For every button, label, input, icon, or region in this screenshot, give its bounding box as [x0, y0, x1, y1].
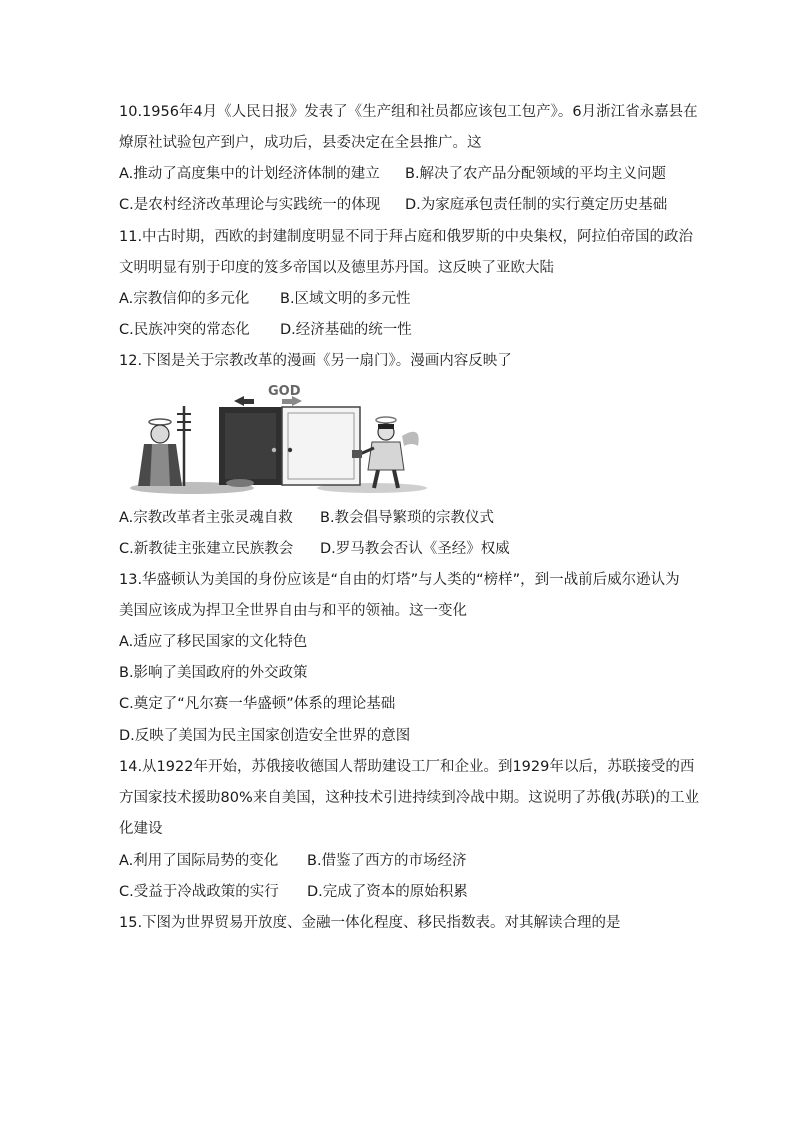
q10-option-c: C.是农村经济改革理论与实践统一的体现	[119, 197, 381, 213]
q13-option-b: B.影响了美国政府的外交政策	[119, 665, 308, 681]
q11-option-d: D.经济基础的统一性	[280, 322, 412, 338]
q13-stem-line2: 美国应该成为捍卫全世界自由与和平的领袖。这一变化	[119, 603, 467, 619]
q12-stem: 12.下图是关于宗教改革的漫画《另一扇门》。漫画内容反映了	[119, 353, 512, 369]
open-door	[282, 407, 360, 485]
q14-option-d: D.完成了资本的原始积累	[307, 884, 468, 900]
q14-option-b: B.借鉴了西方的市场经济	[307, 853, 467, 869]
q10-option-a: A.推动了高度集中的计划经济体制的建立	[119, 166, 380, 182]
q13-option-d: D.反映了美国为民主国家创造安全世界的意图	[119, 728, 411, 744]
q12-option-c: C.新教徒主张建立民族教会	[119, 541, 294, 557]
q14-stem-line2: 方国家技术援助80%来自美国，这种技术引进持续到冷战中期。这说明了苏俄(苏联)的工业	[119, 790, 700, 806]
q10-option-d: D.为家庭承包责任制的实行奠定历史基础	[405, 197, 668, 213]
q10-option-b: B.解决了农产品分配领域的平均主义问题	[405, 166, 667, 182]
q11-option-c: C.民族冲突的常态化	[119, 322, 250, 338]
q14-option-a: A.利用了国际局势的变化	[119, 853, 279, 869]
q13-stem-line1: 13.华盛顿认为美国的身份应该是“自由的灯塔”与人类的“榜样”，到一战前后威尔逊认为	[119, 572, 680, 588]
q11-stem-line2: 文明明显有别于印度的笈多帝国以及德里苏丹国。这反映了亚欧大陆	[119, 260, 554, 276]
q14-stem-line1: 14.从1922年开始，苏俄接收德国人帮助建设工厂和企业。到1929年以后，苏联接受的西	[119, 759, 695, 775]
q10-stem-line1: 10.1956年4月《人民日报》发表了《生产组和社员都应该包工包产》。6月浙江省永嘉县在	[119, 104, 698, 120]
q12-option-d: D.罗马教会否认《圣经》权威	[320, 541, 510, 557]
q12-option-a: A.宗教改革者主张灵魂自救	[119, 510, 293, 526]
q11-stem-line1: 11.中古时期，西欧的封建制度明显不同于拜占庭和俄罗斯的中央集权，阿拉伯帝国的政治	[119, 229, 694, 245]
q14-stem-line3: 化建设	[119, 821, 163, 837]
q15-stem: 15.下图为世界贸易开放度、金融一体化程度、移民指数表。对其解读合理的是	[119, 915, 621, 931]
q12-option-b: B.教会倡导繁琐的宗教仪式	[320, 510, 495, 526]
god-sign-text: GOD	[268, 384, 301, 399]
q13-option-c: C.奠定了“凡尔赛一华盛顿”体系的理论基础	[119, 696, 396, 712]
bishop-figure	[138, 406, 191, 486]
q10-stem-line2: 燎原社试验包产到户，成功后，县委决定在全县推广。这	[119, 135, 482, 151]
q13-option-a: A.适应了移民国家的文化特色	[119, 634, 308, 650]
q14-option-c: C.受益于冷战政策的实行	[119, 884, 279, 900]
q11-option-a: A.宗教信仰的多元化	[119, 291, 250, 307]
q11-option-b: B.区域文明的多元性	[280, 291, 411, 307]
reformer-figure	[352, 417, 419, 488]
religious-reform-cartoon	[122, 380, 438, 496]
